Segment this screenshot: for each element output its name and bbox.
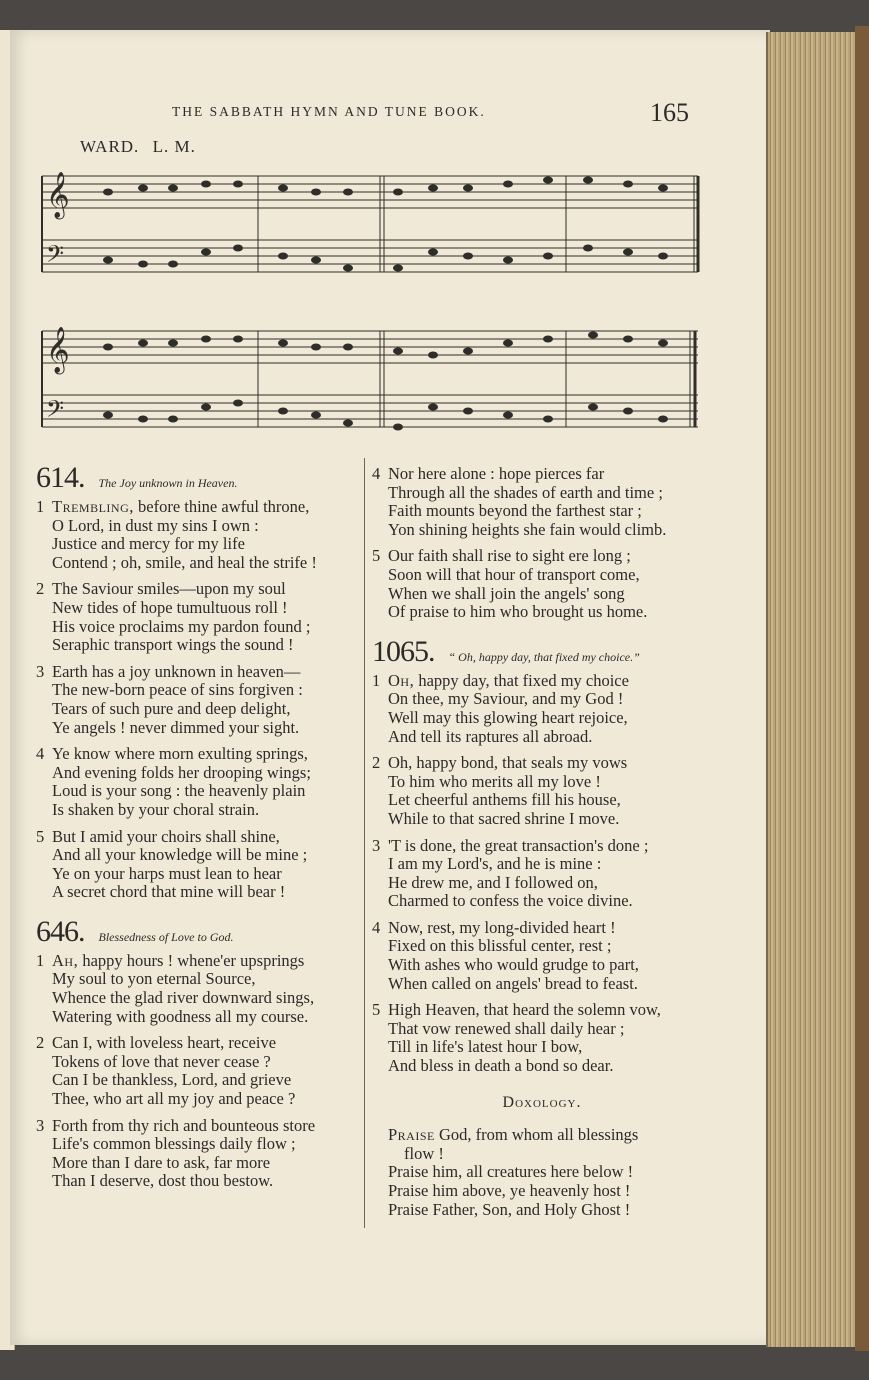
verse-number: 3 [372, 835, 381, 855]
stanza [372, 754, 712, 828]
verse-line: And tell its raptures all abroad. [388, 726, 593, 746]
verse-line: Tears of such pure and deep delight, [52, 698, 291, 718]
right-column [372, 465, 712, 1219]
stanza [36, 828, 366, 902]
verse-line: When called on angels' bread to feast. [388, 973, 638, 993]
stanza [372, 547, 712, 621]
verse-line: A secret chord that mine will bear ! [52, 882, 286, 902]
verse-number: 5 [36, 826, 45, 846]
verse-line: Till in life's latest hour I bow, [388, 1037, 583, 1057]
svg-text:𝄢: 𝄢 [46, 395, 65, 428]
tune-meter: L. M. [152, 137, 196, 156]
verse-line: Than I deserve, dost thou bestow. [52, 1171, 274, 1191]
verse-line: Forth from thy rich and bounteous store [52, 1115, 316, 1135]
verse-line: And all your knowledge will be mine ; [52, 845, 308, 865]
hymn-theme: “ Oh, happy day, that fixed my choice.” [448, 649, 640, 664]
stanza [372, 837, 712, 911]
book-cover-edge [855, 26, 869, 1351]
verse-line: Ye know where morn exulting springs, [52, 744, 308, 764]
first-word: Praise [388, 1125, 435, 1145]
verse-line: Life's common blessings daily flow ; [52, 1134, 296, 1154]
verse-line: flow ! [404, 1143, 444, 1163]
verse-line: before thine awful throne, [138, 497, 310, 516]
verse-line: 'T is done, the great transaction's done ; [388, 835, 649, 855]
verse-line: Whence the glad river downward sings, [52, 988, 315, 1008]
music-system-1 [38, 158, 703, 283]
verse-line: New tides of hope tumultuous roll ! [52, 597, 288, 617]
verse-line: The Saviour smiles—upon my soul [52, 579, 286, 599]
verse-line: On thee, my Saviour, and my God ! [388, 689, 624, 709]
svg-text:𝄞: 𝄞 [46, 172, 70, 218]
verse-line: Yon shining heights she fain would climb. [388, 519, 667, 539]
verse-line: That vow renewed shall daily hear ; [388, 1018, 625, 1038]
stanza [372, 1001, 712, 1075]
verse-line: Of praise to him who brought us home. [388, 602, 648, 622]
running-title: THE SABBATH HYMN AND TUNE BOOK. [172, 104, 486, 119]
tune-title [80, 137, 196, 157]
verse-number: 4 [372, 917, 381, 937]
verse-number: 1 [372, 670, 381, 690]
verse-line: More than I dare to ask, far more [52, 1152, 271, 1172]
verse-line: Can I be thankless, Lord, and grieve [52, 1070, 292, 1090]
doxology [372, 1094, 712, 1220]
music-system-2 [38, 313, 703, 438]
verse-line: Seraphic transport wings the sound ! [52, 635, 294, 655]
verse-line: Tokens of love that never cease ? [52, 1051, 271, 1071]
verse-line: O Lord, in dust my sins I own : [52, 515, 259, 535]
verse-line: The new-born peace of sins forgiven : [52, 680, 303, 700]
verse-line: Is shaken by your choral strain. [52, 799, 260, 819]
stanza [36, 745, 366, 819]
verse-number: 5 [372, 1000, 381, 1020]
verse-line: And evening folds her drooping wings; [52, 762, 311, 782]
svg-text:𝄞: 𝄞 [46, 327, 70, 373]
hymn-theme: The Joy unknown in Heaven. [98, 476, 238, 490]
stanza [36, 580, 366, 654]
verse-line: Let cheerful anthems fill his house, [388, 790, 621, 810]
verse-line: Our faith shall rise to sight ere long ; [388, 546, 631, 566]
stanza [36, 663, 366, 737]
verse-number: 2 [36, 1033, 45, 1053]
verse-number: 3 [36, 661, 45, 681]
verse-line: Praise him, all creatures here below ! [388, 1162, 634, 1182]
verse-line: Loud is your song : the heavenly plain [52, 781, 306, 801]
page-number: 165 [650, 98, 689, 127]
verse-line: God, from whom all blessings [438, 1125, 639, 1145]
verse-line: happy hours ! whene'er upsprings [82, 950, 305, 970]
verse-number: 4 [372, 464, 381, 483]
verse-number: 2 [36, 579, 45, 599]
hymn-646 [36, 916, 366, 1191]
verse-line: Earth has a joy unknown in heaven— [52, 661, 301, 681]
verse-line: Faith mounts beyond the farthest star ; [388, 501, 642, 521]
verse-line: High Heaven, that heard the solemn vow, [388, 1000, 661, 1020]
verse-number: 1 [36, 497, 45, 516]
hymn-614 [36, 462, 366, 902]
verse-line: To him who merits all my love ! [388, 771, 601, 791]
verse-number: 4 [36, 744, 45, 764]
stanza [36, 1117, 366, 1191]
verse-line: I am my Lord's, and he is mine : [388, 854, 602, 874]
verse-number: 5 [372, 546, 381, 566]
verse-line: Fixed on this blissful center, rest ; [388, 936, 612, 956]
verse-line: But I amid your choirs shall shine, [52, 826, 280, 846]
verse-number: 3 [36, 1115, 45, 1135]
stanza [372, 919, 712, 993]
tune-name: WARD. [80, 137, 140, 156]
verse-line: His voice proclaims my pardon found ; [52, 616, 311, 636]
stanza [372, 672, 712, 746]
left-column [36, 462, 366, 1199]
verse-line: Can I, with loveless heart, receive [52, 1033, 277, 1053]
hymn-number: 614. [36, 461, 85, 494]
stanza [372, 465, 712, 539]
verse-line: Justice and mercy for my life [52, 534, 245, 554]
verse-line: Charmed to confess the voice divine. [388, 891, 633, 911]
verse-line: Thee, who art all my joy and peace ? [52, 1089, 296, 1109]
verse-line: Through all the shades of earth and time ; [388, 482, 663, 502]
hymn-number: 1065. [372, 634, 435, 668]
verse-line: Contend ; oh, smile, and heal the strife ! [52, 552, 317, 572]
verse-line: Oh, happy bond, that seals my vows [388, 753, 628, 773]
verse-line: Well may this glowing heart rejoice, [388, 707, 628, 727]
verse-line: Praise him above, ye heavenly host ! [388, 1181, 631, 1200]
first-word: Ah, [52, 950, 79, 970]
verse-number: 2 [372, 753, 381, 773]
verse-line: He drew me, and I followed on, [388, 872, 598, 892]
verse-line: While to that sacred shrine I move. [388, 808, 620, 828]
hymn-number: 646. [36, 914, 85, 948]
first-word: Trembling, [52, 497, 134, 516]
verse-number: 1 [36, 950, 45, 970]
verse-line: Praise Father, Son, and Holy Ghost ! [388, 1199, 631, 1219]
verse-line: happy day, that fixed my choice [418, 670, 629, 690]
verse-line: Ye angels ! never dimmed your sight. [52, 717, 300, 737]
verse-line: With ashes who would grudge to part, [388, 955, 639, 975]
hymn-1065 [372, 636, 712, 1076]
stanza [36, 1034, 366, 1108]
verse-line: Watering with goodness all my course. [52, 1006, 309, 1026]
verse-line: Ye on your harps must lean to hear [52, 863, 282, 883]
first-word: Oh, [388, 670, 415, 690]
verse-line: And bless in death a bond so dear. [388, 1056, 614, 1076]
verse-line: Now, rest, my long-divided heart ! [388, 917, 616, 937]
verse-line: My soul to yon eternal Source, [52, 969, 256, 989]
doxology-title: Doxology. [502, 1093, 582, 1111]
svg-text:𝄢: 𝄢 [46, 240, 65, 273]
verse-line: Soon will that hour of transport come, [388, 564, 640, 584]
stanza [36, 952, 366, 1026]
verse-line: When we shall join the angels' song [388, 583, 625, 603]
stanza [36, 498, 366, 572]
page-stack-edge [766, 32, 860, 1347]
hymn-theme: Blessedness of Love to God. [98, 929, 234, 944]
verse-line: Nor here alone : hope pierces far [388, 464, 605, 483]
